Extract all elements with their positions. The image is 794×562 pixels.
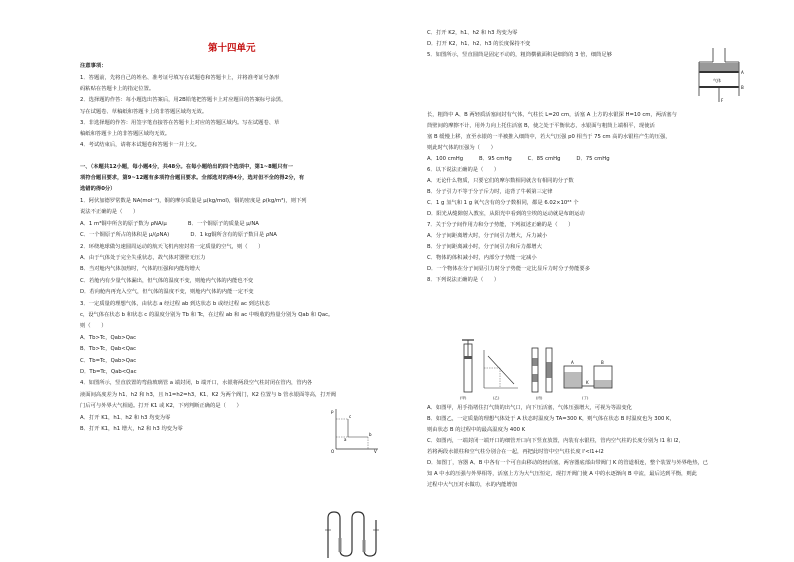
text-line: 写在试题卷、草稿纸和答题卡上的非答题区域均无效。 xyxy=(80,108,208,115)
text-line: C．1 g 氢气和 1 g 氧气含有的分子数相同，都是 6.02×10²³ 个 xyxy=(427,200,579,206)
text-line: D．阳光从缝隙射入教室，从阳光中看到的尘埃的运动就是布朗运动 xyxy=(427,211,585,217)
text-line: 则此时气体的压强为（ ） xyxy=(427,145,496,151)
text-line: 液面间高度差为 h1、h2 和 h3，且 h1=h2=h3，K1、K2 为两个阀门，K2 位置与 b 管水银面等高，打开阀 xyxy=(80,391,337,398)
text-line: 8．下列说法正确的是（ ） xyxy=(427,277,500,283)
text-line: C．如图丙，一端封闭一端开口的细管开口向下竖直放置，内装有水银柱，管内空气柱的长度分别为 l1 和 l2， xyxy=(427,438,684,444)
text-line: 1．答题前，先将自己的姓名、准考证号填写在试题卷和答题卡上，并将准考证号条形 xyxy=(80,75,280,81)
q8-label-k: K xyxy=(586,380,589,385)
q8-cap-4: (丁) xyxy=(582,396,589,400)
q5-label-a: A xyxy=(741,70,744,75)
text-line: D．打开 K2，h1、h2、h3 的长度保持不变 xyxy=(427,41,531,47)
text-line: B．分子引力不等于分子斥力时，违背了牛顿第三定律 xyxy=(427,189,553,195)
text-line: 则由状态 B 的过程中的最高温度为 400 K xyxy=(427,427,526,433)
q5-cylinder-figure xyxy=(691,46,751,106)
text-line: 7．关于分子间作用力和分子势能，下列叙述正确的是（ ） xyxy=(427,222,574,228)
q3-point-b: b xyxy=(369,432,372,437)
q3-axis-v: V xyxy=(374,449,377,453)
text-line: A．100 cmHg B．95 cmHg C．85 cmHg D．75 cmHg xyxy=(427,156,610,162)
text-line: 1．阿伏加德罗常数是 NA(mol⁻¹)，铜的摩尔质量是 μ(kg/mol)，铜的密度是 ρ(kg/m³)，则下列 xyxy=(80,198,307,204)
q4-u-tube-figure xyxy=(322,510,382,560)
text-line: 一、（本题共12小题，每小题4分，共48分。在每小题给出的四个选项中，第1~8题只有一 xyxy=(80,164,293,170)
q8-cap-3: (丙) xyxy=(536,396,543,400)
text-line: 2．环绕地球做匀速圆周运动的航天飞机内密封着一定质量的空气，则（ ） xyxy=(80,243,264,250)
text-line: 筒壁间的摩擦不计，用外力向上托住活塞 B，使之处于平衡状态，水银面与粗筒上端相平，现使活 xyxy=(427,123,655,129)
text-line: 选错的得0分） xyxy=(80,186,116,192)
right-column xyxy=(405,0,780,562)
left-column xyxy=(20,0,395,562)
notice-heading: 注意事项： xyxy=(80,63,107,69)
q5-label-f: F xyxy=(721,98,724,103)
text-line: A．Tb>Tc，Qab>Qac xyxy=(80,334,137,341)
text-line: 4．如图所示，竖直放置的弯曲玻璃管 a 端封闭，b 端开口，水银将两段空气柱封闭在管内，管内各 xyxy=(80,380,313,387)
q3-point-c: c xyxy=(349,414,352,419)
text-line: B．当对舱内气体加热时，气体的压强和内能均增大 xyxy=(80,266,201,273)
text-line: 长，粗筒中 A、B 两轻质活塞间封有气体，气柱长 L=20 cm，活塞 A 上方的水银深 H=10 cm，两活塞与 xyxy=(427,112,677,118)
text-line: A．无论什么物质，只要它们的摩尔数相同就含有相同的分子数 xyxy=(427,178,574,184)
q3-pv-graph xyxy=(328,407,380,453)
q3-axis-p: p xyxy=(331,409,334,414)
text-line: A．分子间距离增大时，分子间引力增大，斥力减小 xyxy=(427,233,548,239)
q8-label-a: A xyxy=(571,360,574,365)
text-line: C．若舱内有少量气体漏出，但气体的温度不变，则舱内气体的内能也不变 xyxy=(80,277,254,284)
text-line: 3．一定质量的理想气体，由状态 a 经过程 ab 到达状态 b 或经过程 ac 到达状态 xyxy=(80,300,270,307)
text-line: 5．如图所示，竖直圆筒是固定不动的，粗筒横截面积是细筒的 3 倍，细筒足够 xyxy=(427,52,612,58)
text-line: 若将两段水银柱和空气柱分别合在一起，再把此时管中空气柱长度 l'<l1+l2 xyxy=(427,449,604,455)
text-line: 知 A 中水的压强与外界相等，活塞上方为大气压恒定，现打开阀门使 A 中的水逐渐向 B 中流，最后达到平衡，则此 xyxy=(427,471,697,477)
text-line: B．分子间距离减小时，分子间引力和斥力都增大 xyxy=(427,244,542,250)
q5-label-gas: 气体 xyxy=(713,78,721,83)
text-line: 说法不正确的是（ ） xyxy=(80,209,139,216)
text-line: A．1 m³铜中所含的原子数为 ρNA/μ B．一个铜原子的质量是 μ/NA xyxy=(80,220,259,227)
q8-cap-2: (乙) xyxy=(493,396,500,400)
text-line: 码粘贴在答题卡上的指定位置。 xyxy=(80,86,155,93)
text-line: A．如图甲，用手指堵住打气筒的出气口，向下压活塞，气体压强增大，可视为等温变化 xyxy=(427,405,632,411)
text-line: 2．选择题的作答：每小题选出答案后，用2B铅笔把答题卡上对应题目的答案标号涂黑， xyxy=(80,97,287,104)
q3-origin: O xyxy=(331,449,335,453)
text-line: c，设气体在状态 b 和状态 c 的温度分别为 Tb 和 Tc，在过程 ab 和 ac 中吸收的热量分别为 Qab 和 Qac。 xyxy=(80,312,334,318)
text-line: A．由于气体处于完全失重状态，故气体对器壁无压力 xyxy=(80,255,206,261)
text-line: B．如图乙，一定质量的理想气体处于 A 状态时温度为 TA=300 K，则气体在状态 B 时温度也为 300 K， xyxy=(427,416,675,422)
text-line: 4．考试结束后，请将本试题卷和答题卡一并上交。 xyxy=(80,142,200,149)
text-line: A．打开 K1，h1、h2 和 h3 均变为零 xyxy=(80,414,171,421)
q8-cap-1: (甲) xyxy=(460,396,467,400)
text-line: 稿纸和答题卡上的非答题区域均无效。 xyxy=(80,131,171,137)
text-line: 门后可与外界大气相通。打开 K1 或 K2，下列判断正确的是（ ） xyxy=(80,403,242,410)
q3-point-a: a xyxy=(344,437,347,442)
q8-label-b: B xyxy=(601,360,604,365)
text-line: 过程中大气压对水做功，水的内能增加 xyxy=(427,482,518,488)
page-title: 第十四单元 xyxy=(208,43,256,54)
text-line: 塞 B 缓慢上移，直至水银的一半被推入细筒中，若大气压强 p0 相当于 75 cm 高的水银柱产生的压强， xyxy=(427,134,671,140)
text-line: D．如图丁，容器 A、B 中各有一个可自由移动的轻活塞，两容器底部由带阀门 K 的管道相连，整个装置与外界绝热，已 xyxy=(427,460,709,466)
q5-label-b: B xyxy=(741,85,744,90)
q8-figures xyxy=(460,338,620,400)
text-line: 3．非选择题的作答：用签字笔直接答在答题卡上对应的答题区域内。写在试题卷、草 xyxy=(80,119,280,126)
text-line: D．Tb=Tc，Qab<Qac xyxy=(80,369,137,375)
text-line: C．打开 K2，h1、h2 和 h3 均变为零 xyxy=(427,30,518,36)
text-line: C．Tb=Tc，Qab>Qac xyxy=(80,357,137,364)
text-line: B．Tb>Tc，Qab<Qac xyxy=(80,346,137,353)
text-line: 则（ ） xyxy=(80,323,107,330)
text-line: 6．以下说法正确的是（ ） xyxy=(427,167,500,173)
text-line: D．一个物体在分子间显引力时分子势能一定比显斥力时分子势能要多 xyxy=(427,266,590,272)
text-line: C．一个铜原子所占的体积是 μ/(ρNA) D．1 kg铜所含有的原子数目是 ρNA xyxy=(80,232,277,239)
text-line: B．打开 K1，h1 增大，h2 和 h3 均变为零 xyxy=(80,426,183,432)
text-line: 项符合题目要求，第9~12题有多项符合题目要求。全部选对的得4分，选对但不全的得2分，有 xyxy=(80,175,305,181)
text-line: D．若向舱内再充入空气，但气体的温度不变，则舱内气体的内能一定不变 xyxy=(80,289,254,296)
text-line: C．物体的体积减小时，内部分子势能一定减小 xyxy=(427,255,537,261)
